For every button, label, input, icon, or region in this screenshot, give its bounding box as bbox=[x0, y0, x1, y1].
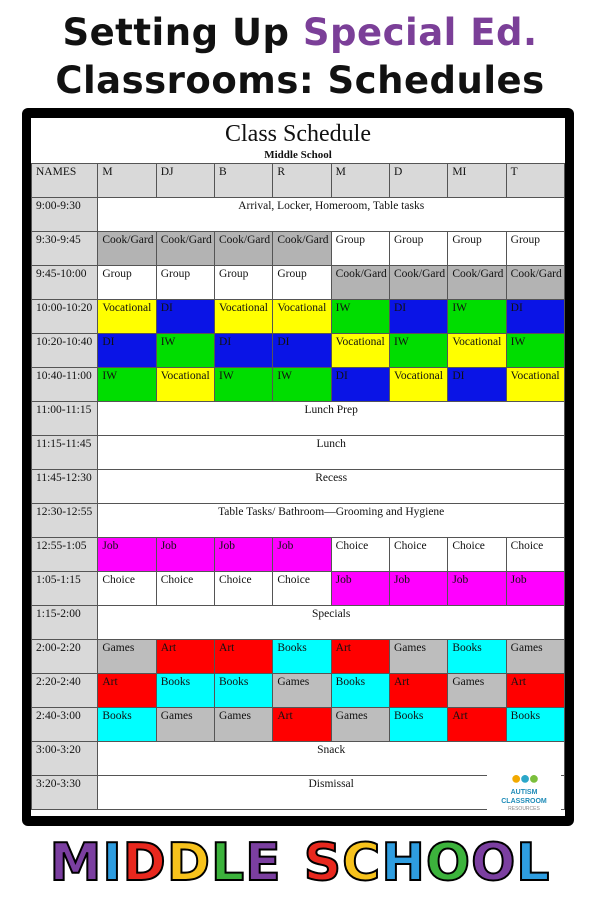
schedule-row bbox=[32, 402, 565, 436]
activity-cell: Group bbox=[215, 266, 273, 300]
activity-cell: IW bbox=[390, 334, 448, 368]
logo-brand: AUTISM CLASSROOM bbox=[501, 789, 547, 805]
activity-cell: Group bbox=[448, 232, 506, 266]
schedule-document bbox=[31, 118, 565, 816]
student-header: M bbox=[331, 164, 389, 198]
time-slot: 1:15-2:00 bbox=[32, 606, 98, 640]
people-icon: ●●● bbox=[510, 768, 538, 788]
activity-cell: Cook/Gard bbox=[506, 266, 564, 300]
activity-cell: Games bbox=[331, 708, 389, 742]
names-header: NAMES bbox=[32, 164, 98, 198]
activity-cell: Vocational bbox=[390, 368, 448, 402]
activity-cell: Games bbox=[506, 640, 564, 674]
student-header: M bbox=[98, 164, 156, 198]
activity-cell: DI bbox=[506, 300, 564, 334]
footer-letter: L bbox=[516, 833, 551, 893]
schedule-row bbox=[32, 538, 565, 572]
activity-cell: Vocational bbox=[156, 368, 214, 402]
footer-banner bbox=[0, 833, 600, 893]
activity-cell: Art bbox=[331, 640, 389, 674]
activity-cell: Books bbox=[506, 708, 564, 742]
time-slot: 10:00-10:20 bbox=[32, 300, 98, 334]
activity-cell: Choice bbox=[98, 572, 156, 606]
activity-cell: Vocational bbox=[448, 334, 506, 368]
activity-cell: Job bbox=[156, 538, 214, 572]
activity-cell: Books bbox=[331, 674, 389, 708]
activity-cell: DI bbox=[215, 334, 273, 368]
schedule-row bbox=[32, 640, 565, 674]
activity-cell: Art bbox=[273, 708, 331, 742]
footer-letter: D bbox=[166, 833, 212, 893]
time-slot: 11:45-12:30 bbox=[32, 470, 98, 504]
activity-cell: Cook/Gard bbox=[331, 266, 389, 300]
activity-cell: Vocational bbox=[331, 334, 389, 368]
activity-cell: Art bbox=[448, 708, 506, 742]
title-accent: Special Ed. bbox=[302, 11, 538, 54]
footer-letter: C bbox=[342, 833, 382, 893]
student-header: T bbox=[506, 164, 564, 198]
activity-cell: Job bbox=[215, 538, 273, 572]
activity-cell: IW bbox=[98, 368, 156, 402]
activity-cell: Job bbox=[273, 538, 331, 572]
activity-cell: Choice bbox=[273, 572, 331, 606]
time-slot: 3:00-3:20 bbox=[32, 742, 98, 776]
student-header: D bbox=[390, 164, 448, 198]
schedule-frame bbox=[22, 108, 574, 826]
activity-cell: IW bbox=[273, 368, 331, 402]
activity-cell: Books bbox=[98, 708, 156, 742]
activity-cell: Games bbox=[273, 674, 331, 708]
time-slot: 3:20-3:30 bbox=[32, 776, 98, 810]
time-slot: 2:20-2:40 bbox=[32, 674, 98, 708]
time-slot: 11:15-11:45 bbox=[32, 436, 98, 470]
activity-cell: Art bbox=[98, 674, 156, 708]
activity-cell: Books bbox=[390, 708, 448, 742]
activity-cell: Games bbox=[448, 674, 506, 708]
activity-cell: Job bbox=[331, 572, 389, 606]
page-title-line-2: Classrooms: Schedules bbox=[55, 59, 545, 102]
activity-cell: Group bbox=[390, 232, 448, 266]
page-title-line-1 bbox=[0, 10, 600, 56]
activity-cell: Choice bbox=[448, 538, 506, 572]
schedule-row bbox=[32, 232, 565, 266]
activity-cell: DI bbox=[448, 368, 506, 402]
footer-letter: I bbox=[102, 833, 123, 893]
footer-letter: M bbox=[49, 833, 103, 893]
time-slot: 2:40-3:00 bbox=[32, 708, 98, 742]
activity-cell: Group bbox=[156, 266, 214, 300]
activity-cell: DI bbox=[331, 368, 389, 402]
footer-letter: H bbox=[381, 833, 426, 893]
activity-cell: IW bbox=[156, 334, 214, 368]
activity-cell: Games bbox=[390, 640, 448, 674]
student-header: DJ bbox=[156, 164, 214, 198]
activity-cell: Cook/Gard bbox=[215, 232, 273, 266]
activity-cell: Vocational bbox=[215, 300, 273, 334]
schedule-row bbox=[32, 436, 565, 470]
activity-cell: Cook/Gard bbox=[156, 232, 214, 266]
autism-classroom-logo bbox=[487, 768, 561, 812]
time-slot: 9:30-9:45 bbox=[32, 232, 98, 266]
activity-cell: Cook/Gard bbox=[273, 232, 331, 266]
footer-letter: S bbox=[303, 833, 343, 893]
schedule-row bbox=[32, 266, 565, 300]
activity-cell: Job bbox=[506, 572, 564, 606]
whole-class-activity: Lunch Prep bbox=[98, 402, 565, 436]
whole-class-activity: Snack bbox=[98, 742, 565, 776]
time-slot: 10:40-11:00 bbox=[32, 368, 98, 402]
activity-cell: Vocational bbox=[273, 300, 331, 334]
activity-cell: Group bbox=[506, 232, 564, 266]
activity-cell: Job bbox=[98, 538, 156, 572]
activity-cell: Choice bbox=[506, 538, 564, 572]
activity-cell: DI bbox=[156, 300, 214, 334]
schedule-row bbox=[32, 470, 565, 504]
activity-cell: Books bbox=[156, 674, 214, 708]
time-slot: 1:05-1:15 bbox=[32, 572, 98, 606]
schedule-row bbox=[32, 572, 565, 606]
student-header: R bbox=[273, 164, 331, 198]
schedule-row bbox=[32, 300, 565, 334]
logo-brand-sub: RESOURCES bbox=[508, 806, 540, 812]
time-slot: 11:00-11:15 bbox=[32, 402, 98, 436]
activity-cell: Art bbox=[506, 674, 564, 708]
time-slot: 10:20-10:40 bbox=[32, 334, 98, 368]
whole-class-activity: Recess bbox=[98, 470, 565, 504]
schedule-title: Class Schedule bbox=[225, 121, 371, 147]
schedule-row bbox=[32, 368, 565, 402]
activity-cell: Games bbox=[215, 708, 273, 742]
activity-cell: IW bbox=[331, 300, 389, 334]
student-header: MI bbox=[448, 164, 506, 198]
activity-cell: Vocational bbox=[506, 368, 564, 402]
whole-class-activity: Specials bbox=[98, 606, 565, 640]
time-slot: 9:00-9:30 bbox=[32, 198, 98, 232]
activity-cell: Vocational bbox=[98, 300, 156, 334]
whole-class-activity: Table Tasks/ Bathroom—Grooming and Hygiene bbox=[98, 504, 565, 538]
schedule-row bbox=[32, 674, 565, 708]
schedule-row bbox=[32, 708, 565, 742]
schedule-row bbox=[32, 776, 565, 810]
footer-letter: O bbox=[425, 833, 472, 893]
activity-cell: Cook/Gard bbox=[390, 266, 448, 300]
activity-cell: Games bbox=[98, 640, 156, 674]
activity-cell: Choice bbox=[215, 572, 273, 606]
schedule-row bbox=[32, 334, 565, 368]
whole-class-activity: Dismissal bbox=[98, 776, 565, 810]
activity-cell: Art bbox=[215, 640, 273, 674]
activity-cell: Choice bbox=[331, 538, 389, 572]
activity-cell: Books bbox=[273, 640, 331, 674]
activity-cell: Art bbox=[390, 674, 448, 708]
schedule-row bbox=[32, 504, 565, 538]
whole-class-activity: Lunch bbox=[98, 436, 565, 470]
footer-letter: D bbox=[122, 833, 167, 893]
schedule-subtitle: Middle School bbox=[264, 149, 332, 161]
activity-cell: Art bbox=[156, 640, 214, 674]
activity-cell: Group bbox=[98, 266, 156, 300]
footer-letter: O bbox=[471, 833, 517, 893]
activity-cell: Group bbox=[331, 232, 389, 266]
activity-cell: Games bbox=[156, 708, 214, 742]
activity-cell: Job bbox=[448, 572, 506, 606]
time-slot: 9:45-10:00 bbox=[32, 266, 98, 300]
activity-cell: IW bbox=[506, 334, 564, 368]
activity-cell: DI bbox=[273, 334, 331, 368]
schedule-row bbox=[32, 606, 565, 640]
time-slot: 12:55-1:05 bbox=[32, 538, 98, 572]
activity-cell: IW bbox=[215, 368, 273, 402]
header-row bbox=[32, 164, 565, 198]
title-plain: Setting Up bbox=[62, 11, 303, 54]
schedule-row bbox=[32, 198, 565, 232]
activity-cell: DI bbox=[390, 300, 448, 334]
time-slot: 2:00-2:20 bbox=[32, 640, 98, 674]
schedule-row bbox=[32, 742, 565, 776]
activity-cell: Books bbox=[215, 674, 273, 708]
activity-cell: DI bbox=[98, 334, 156, 368]
activity-cell: Group bbox=[273, 266, 331, 300]
activity-cell: Job bbox=[390, 572, 448, 606]
student-header: B bbox=[215, 164, 273, 198]
activity-cell: Choice bbox=[156, 572, 214, 606]
schedule-table bbox=[31, 163, 565, 810]
activity-cell: Books bbox=[448, 640, 506, 674]
activity-cell: Cook/Gard bbox=[98, 232, 156, 266]
activity-cell: Choice bbox=[390, 538, 448, 572]
activity-cell: Cook/Gard bbox=[448, 266, 506, 300]
footer-letter: E bbox=[245, 833, 282, 893]
activity-cell: IW bbox=[448, 300, 506, 334]
time-slot: 12:30-12:55 bbox=[32, 504, 98, 538]
footer-letter: L bbox=[211, 833, 246, 893]
whole-class-activity: Arrival, Locker, Homeroom, Table tasks bbox=[98, 198, 565, 232]
